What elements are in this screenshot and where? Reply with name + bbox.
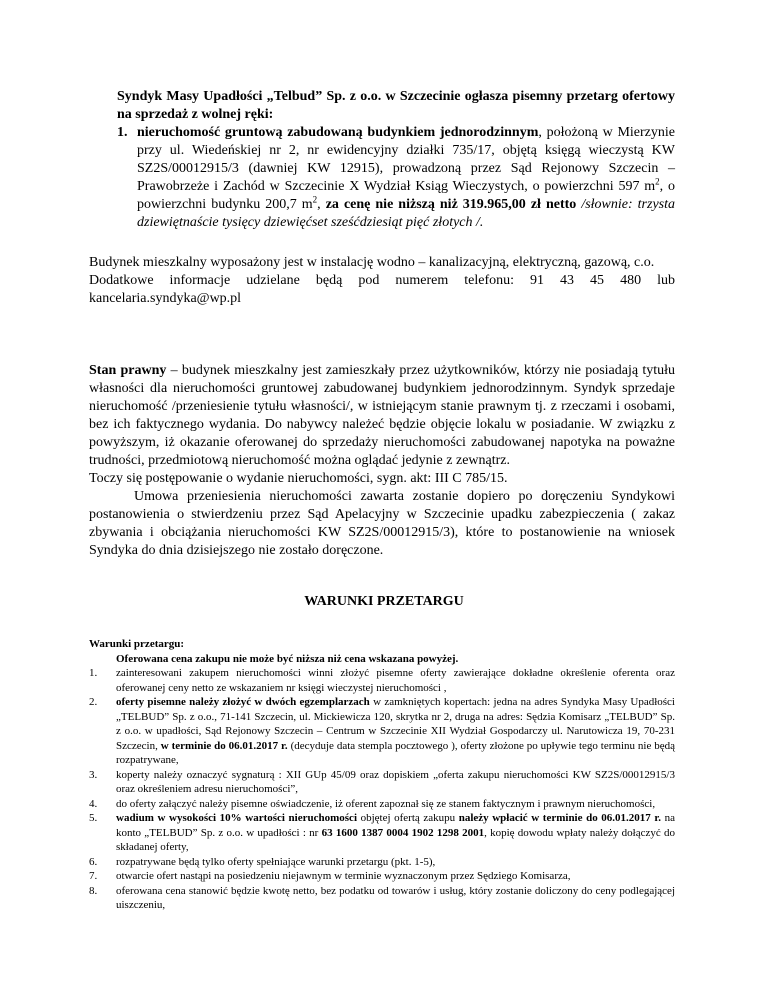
condition-emphasis: 63 1600 1387 0004 1902 1298 2001 — [321, 826, 485, 839]
condition-emphasis: wadium w wysokości 10% wartości nieruchomości — [116, 812, 357, 824]
condition-fragment: koperty należy oznaczyć sygnaturą : XII GUp 45/09 oraz dopiskiem „oferta zakupu nieruchomości KW SZ2S/00012915/3 oraz określeniem adresu nieruchomości”, — [116, 768, 675, 795]
condition-number: 6. — [89, 855, 98, 868]
condition-text — [116, 666, 675, 695]
condition-item — [89, 811, 675, 855]
condition-text — [116, 811, 675, 855]
condition-number: 5. — [89, 812, 98, 824]
condition-text — [116, 884, 675, 913]
price-statement: za cenę nie niższą niż 319.965,00 zł netto — [325, 197, 577, 212]
announcement-heading: Syndyk Masy Upadłości „Telbud” Sp. z o.o. w Szczecinie ogłasza pisemny przetarg ofertowy na sprzedaż z wolnej ręki: — [117, 89, 675, 122]
equipment-section — [89, 254, 675, 308]
property-details: , położoną w Mierzynie przy ul. Wiedeńskiej nr 2, nr ewidencyjny działki 735/17, objętą księgą wieczystą KW SZ2S/00012915/3 (dawniej KW 12915), prowadzoną przez Sąd Rejonowy Szczecin – Prawobrzeże i Zachód w Szczecinie X Wydział Ksiąg Wieczystych, o powierzchni 597 m — [137, 125, 675, 194]
property-item — [117, 124, 675, 232]
property-description — [137, 124, 675, 232]
condition-fragment: do oferty załączyć należy pisemne oświadczenie, iż oferent zapoznał się ze stanem faktycznym i prawnym nieruchomości, — [116, 797, 656, 810]
condition-number: 2. — [89, 696, 98, 708]
area-unit-superscript: 2 — [655, 176, 660, 187]
condition-text — [116, 855, 675, 870]
condition-number: 4. — [89, 797, 98, 810]
condition-item — [89, 884, 675, 913]
item-number: 1. — [117, 125, 128, 140]
condition-item — [89, 797, 675, 812]
building-area: , o powierzchni budynku 200,7 m — [137, 179, 675, 212]
condition-number: 8. — [89, 884, 98, 897]
equipment-text: Budynek mieszkalny wyposażony jest w instalację wodno – kanalizacyjną, elektryczną, gazową, c.o. — [89, 255, 655, 270]
contact-info: Dodatkowe informacje udzielane będą pod numerem telefonu: 91 43 45 480 lub kancelaria.syndyka@wp.pl — [89, 273, 675, 306]
condition-text — [116, 695, 675, 768]
price-in-words: /słownie: trzysta dziewiętnaście tysięcy dziewięćset sześćdziesiąt pięć złotych /. — [137, 197, 676, 230]
condition-fragment: otwarcie ofert nastąpi na posiedzeniu niejawnym w terminie wyznaczonym przez Sędziego Komisarza, — [116, 870, 571, 882]
transfer-agreement-text: Umowa przeniesienia nieruchomości zawarta zostanie dopiero po doręczeniu Syndykowi postanowienia o stwierdzeniu przez Sąd Apelacyjny w Szczecinie upadku zabezpieczenia ( zakaz zbywania i obciążania nieruchomości KW SZ2S/00012915/3), które to postanowienie na wniosek Syndyka do dnia dzisiejszego nie zostało doręczone. — [89, 489, 675, 558]
conditions-list — [89, 666, 675, 913]
condition-text — [116, 768, 675, 797]
condition-item — [89, 695, 675, 768]
condition-number: 3. — [89, 768, 98, 781]
conditions-title: Warunki przetargu: — [89, 638, 185, 650]
condition-fragment: rozpatrywane będą tylko oferty spełniające warunki przetargu (pkt. 1-5), — [116, 855, 436, 868]
legal-status-section — [89, 362, 675, 560]
condition-number: 1. — [89, 667, 98, 679]
condition-fragment: , kopię dowodu wpłaty należy dołączyć do składanej oferty, — [116, 826, 676, 853]
condition-text — [116, 869, 675, 884]
conditions-section — [89, 637, 675, 913]
separator-text: , — [317, 197, 326, 212]
condition-fragment: oferowana cena stanowić będzie kwotę netto, bez podatku od towarów i usług, który zostanie doliczony do ceny podlegającej uiszczeniu, — [116, 884, 675, 911]
condition-fragment: na konto „TELBUD” Sp. z o.o. w upadłości : nr — [116, 812, 675, 839]
condition-emphasis: należy wpłacić w terminie do 06.01.2017 r. — [458, 812, 662, 824]
condition-item — [89, 666, 675, 695]
condition-fragment: zainteresowani zakupem nieruchomości winni złożyć pisemne oferty zawierające dokładne określenie oferenta oraz oferowanej ceny netto ze wskazaniem nr księgi wieczystej nieruchomości , — [116, 667, 675, 694]
condition-item — [89, 855, 675, 870]
condition-emphasis: oferty pisemne należy złożyć w dwóch egzemplarzach — [116, 696, 370, 708]
legal-status-label: Stan prawny — [89, 363, 167, 378]
building-unit-superscript: 2 — [312, 194, 318, 205]
condition-text — [116, 797, 675, 812]
condition-fragment: w zamkniętych kopertach: jedna na adres Syndyka Masy Upadłości „TELBUD” Sp. z o.o., 71-141 Szczecin, ul. Mickiewicza 120, skrytka nr 2, druga na adres: Sędzia Komisarz „TELBUD” Sp. z o.o. w upadłości, Sąd Rejonowy Szczecin – Centrum w Szczecinie XII Wydział Gospodarczy ul. Narutowicza 19, 70-231 Szczecin, — [116, 696, 675, 752]
condition-item — [89, 869, 675, 884]
condition-emphasis: w terminie do 06.01.2017 r. — [160, 739, 288, 752]
condition-fragment: (decyduje data stempla pocztowego ), oferty złożone po upływie tego terminu nie będą rozpatrywane, — [116, 739, 675, 766]
property-type: nieruchomość gruntową zabudowaną budynkiem jednorodzinnym — [137, 125, 539, 140]
condition-fragment: objętej ofertą zakupu — [357, 812, 459, 824]
announcement-intro — [117, 88, 675, 232]
court-case-text: Toczy się postępowanie o wydanie nieruchomości, sygn. akt: III C 785/15. — [89, 471, 508, 486]
legal-status-text: – budynek mieszkalny jest zamieszkały przez użytkowników, którzy nie posiadają tytułu własności dla nieruchomości gruntowej zabudowanej budynkiem jednorodzinnym. Syndyk sprzedaje nieruchomość /przeniesienie tytułu własności/, w istniejącym stanie prawnym tj. z rzeczami i osobami, bez ich faktycznego wydania. Do nabywcy należeć będzie objęcie lokalu w posiadanie. W związku z powyższym, iż okazanie oferowanej do sprzedaży nieruchomości zabudowanej napotyka na poważne trudności, przedmiotową nieruchomość można oglądać jedynie z zewnątrz. — [89, 363, 675, 468]
legal-status-paragraph — [89, 362, 675, 470]
condition-item — [89, 768, 675, 797]
condition-number: 7. — [89, 870, 98, 882]
conditions-heading: WARUNKI PRZETARGU — [304, 594, 464, 609]
conditions-intro: Oferowana cena zakupu nie może być niższa niż cena wskazana powyżej. — [116, 652, 459, 665]
